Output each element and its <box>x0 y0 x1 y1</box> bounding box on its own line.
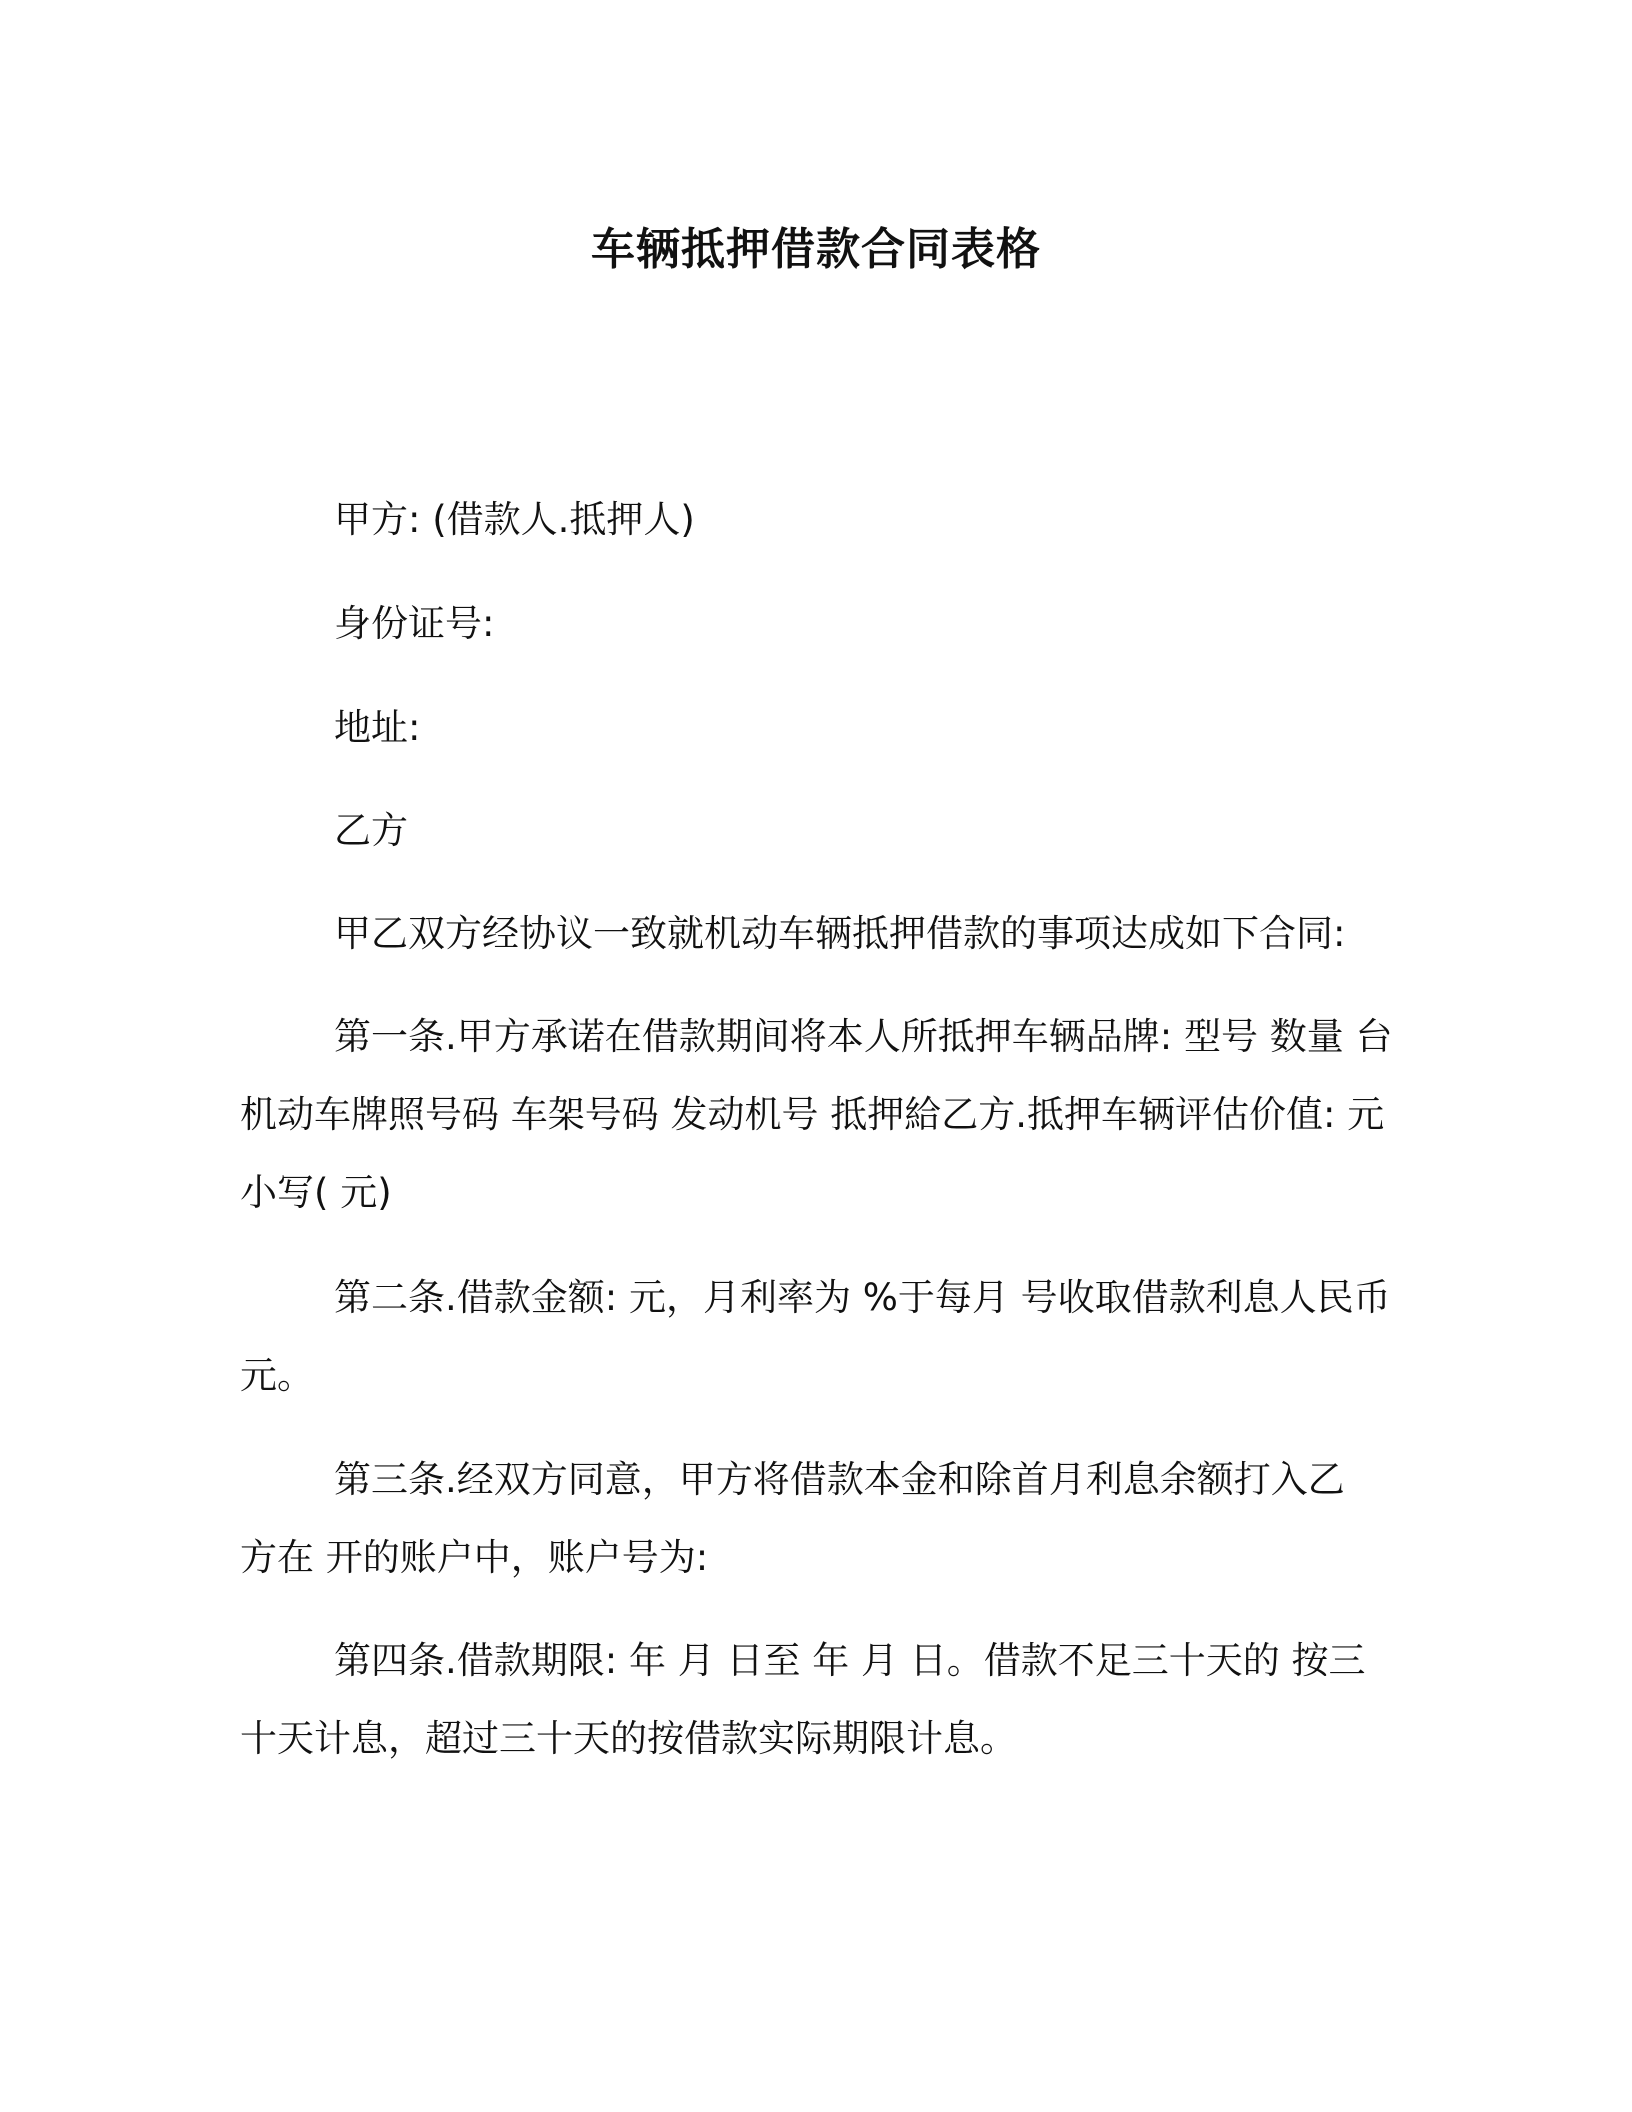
party-a-label: 甲方: (借款人.抵押人) <box>334 498 695 541</box>
article-1-line-1: 第一条.甲方承诺在借款期间将本人所抵押车辆品牌: 型号 数量 台 <box>334 1015 1393 1058</box>
article-2-line-1: 第二条.借款金额: 元，月利率为 %于每月 号收取借款利息人民币 <box>334 1276 1391 1319</box>
address-label: 地址: <box>334 706 421 749</box>
article-3-line-1: 第三条.经双方同意，甲方将借款本金和除首月利息余额打入乙 <box>334 1458 1345 1501</box>
article-3-line-2: 方在 开的账户中，账户号为: <box>240 1536 709 1579</box>
id-number-label: 身份证号: <box>334 602 495 645</box>
article-1-line-2: 机动车牌照号码 车架号码 发动机号 抵押給乙方.抵押车辆评估价值: 元 <box>240 1093 1385 1136</box>
party-b-label: 乙方 <box>334 809 408 852</box>
document-title: 车辆抵押借款合同表格 <box>591 224 1041 275</box>
article-2-line-2: 元。 <box>240 1354 314 1397</box>
contract-intro: 甲乙双方经协议一致就机动车辆抵押借款的事项达成如下合同: <box>334 912 1346 955</box>
article-4-line-1: 第四条.借款期限: 年 月 日至 年 月 日。借款不足三十天的 按三 <box>334 1639 1366 1682</box>
article-1-line-3: 小写( 元) <box>240 1171 392 1214</box>
article-4-line-2: 十天计息，超过三十天的按借款实际期限计息。 <box>240 1717 1017 1760</box>
